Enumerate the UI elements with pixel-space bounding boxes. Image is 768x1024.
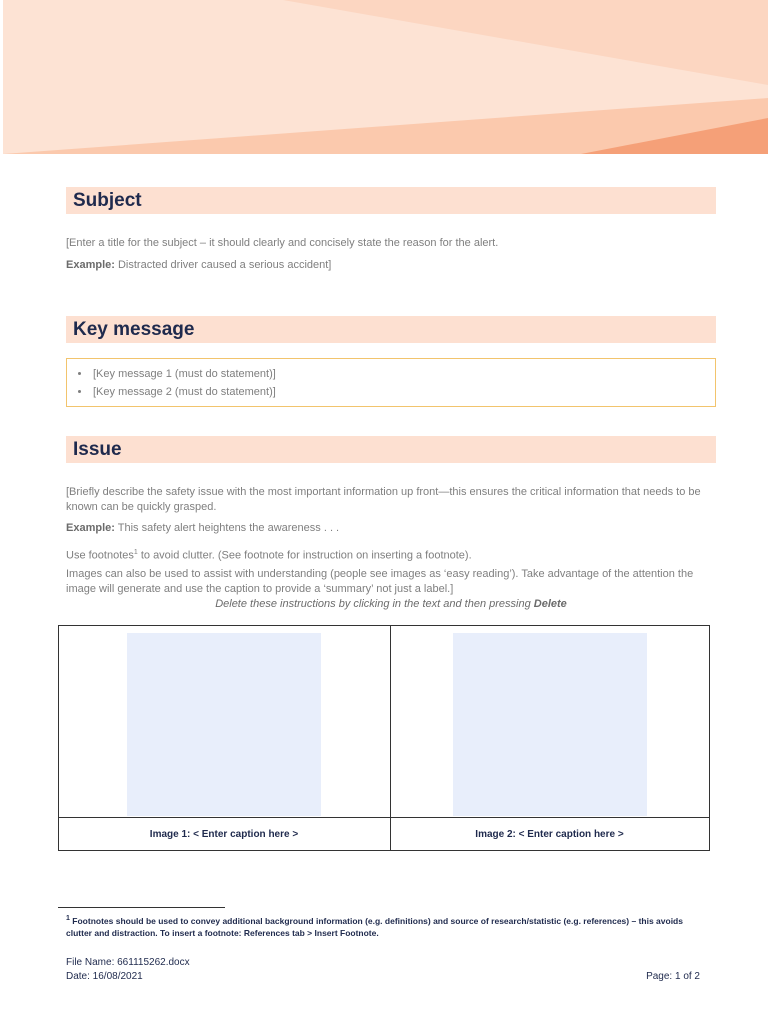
key-message-item: • [Key message 1 (must do statement)] bbox=[91, 365, 715, 383]
key-message-item: • [Key message 2 (must do statement)] bbox=[91, 383, 715, 401]
issue-description: [Briefly describe the safety issue with the most important information up front—this ensures the critical information that needs to be known can be quickly grasped. bbox=[66, 486, 701, 513]
footnote-reference[interactable]: 1 bbox=[133, 549, 138, 556]
subject-heading: Subject bbox=[66, 187, 716, 214]
image-table bbox=[58, 625, 710, 851]
footnote-text: Footnotes should be used to convey additional background information (e.g. definitions) and source of research/statistic (e.g. references) – this avoids clutter and distraction. To insert a footnote: References tab > Insert Footnote. bbox=[66, 915, 683, 938]
image-1-caption[interactable]: Image 1: < Enter caption here > bbox=[149, 828, 299, 840]
footer-page-number: Page: 1 of 2 bbox=[646, 971, 700, 982]
image-2-placeholder[interactable] bbox=[453, 633, 647, 816]
delete-instruction bbox=[66, 597, 716, 612]
footnote-separator bbox=[58, 907, 225, 908]
footer-date: Date: 16/08/2021 bbox=[66, 971, 143, 982]
example-label: Example: bbox=[66, 522, 115, 534]
footnote-usage-pre: Use footnotes bbox=[66, 549, 134, 562]
images-instruction: Images can also be used to assist with understanding (people see images as ‘easy reading’). Take advantage of the attention the image will generate and use the caption to provide a ‘summary’ not just a label.] bbox=[66, 568, 694, 595]
footnote-number: 1 bbox=[66, 915, 70, 922]
delete-key: Delete bbox=[533, 598, 567, 610]
example-label: Example: bbox=[66, 259, 115, 271]
key-message-box[interactable] bbox=[66, 358, 716, 407]
example-text: This safety alert heightens the awareness . . . bbox=[114, 522, 340, 534]
footnote-usage bbox=[66, 545, 716, 564]
delete-instruction-text: Delete these instructions by clicking in the text and then pressing bbox=[215, 598, 534, 610]
image-1-placeholder[interactable] bbox=[127, 633, 321, 816]
subject-example bbox=[66, 258, 716, 273]
example-text: Distracted driver caused a serious accident] bbox=[114, 259, 332, 271]
subject-instruction: [Enter a title for the subject – it should clearly and concisely state the reason for the alert. bbox=[66, 237, 499, 249]
header-banner bbox=[3, 0, 768, 154]
image-2-caption[interactable]: Image 2: < Enter caption here > bbox=[475, 828, 624, 840]
issue-heading: Issue bbox=[66, 436, 716, 463]
key-message-list bbox=[67, 359, 715, 401]
footnote bbox=[66, 913, 706, 939]
footnote-usage-post: to avoid clutter. (See footnote for instruction on inserting a footnote). bbox=[137, 549, 472, 562]
footer-file-name: File Name: 661115262.docx bbox=[66, 957, 190, 968]
issue-example bbox=[66, 521, 716, 536]
key-message-heading: Key message bbox=[66, 316, 716, 343]
